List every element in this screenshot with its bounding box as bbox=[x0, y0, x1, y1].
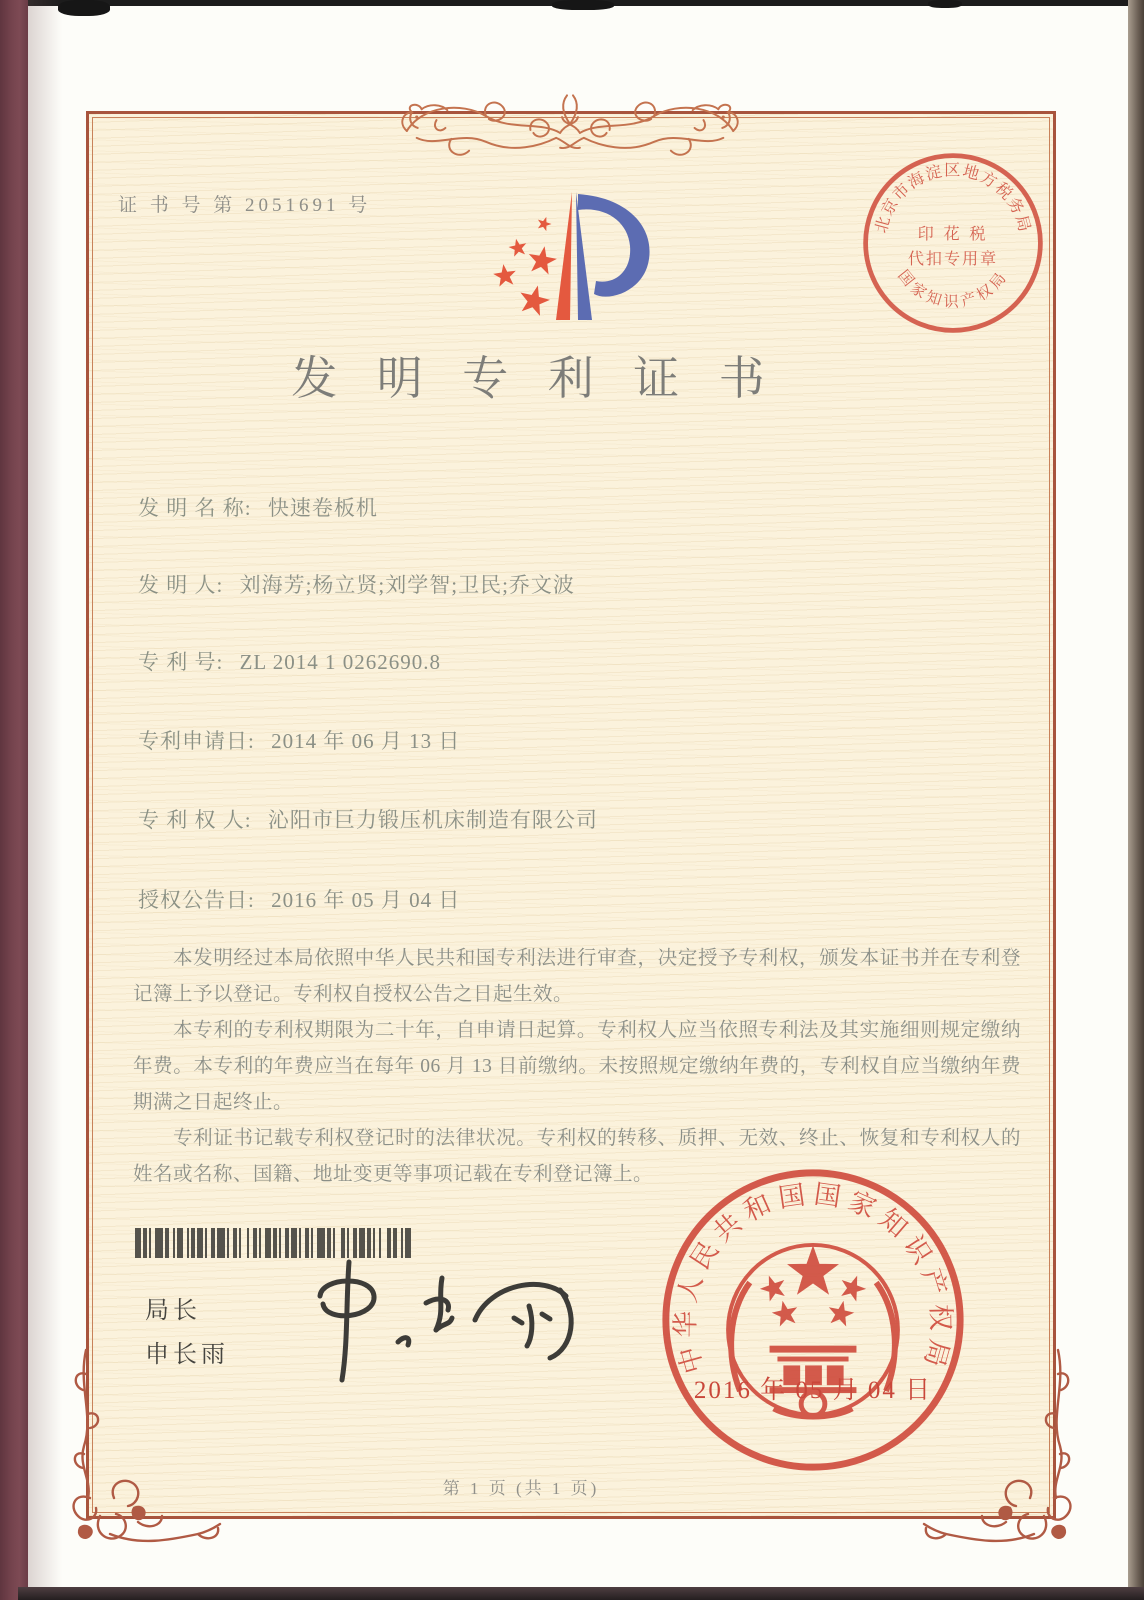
field-value: 快速卷板机 bbox=[267, 496, 378, 520]
stamp-small-arc-top: 北京市海淀区地方税务局 bbox=[873, 162, 1033, 235]
logo-p-curve bbox=[578, 194, 650, 297]
stamp-large-arc-text: 中华人民共和国国家知识产权局 bbox=[670, 1178, 956, 1377]
field-value: 沁阳市巨力锻压机床制造有限公司 bbox=[267, 808, 598, 832]
field-row-patentee bbox=[138, 804, 998, 834]
stamp-small-arc-bottom: 国家知识产权局 bbox=[894, 267, 1012, 311]
signer-name: 申长雨 bbox=[145, 1341, 229, 1368]
field-row-invention-name bbox=[138, 492, 998, 522]
certificate-title: 发 明 专 利 证 书 bbox=[291, 353, 779, 404]
body-paragraph: 专利证书记载专利权登记时的法律状况。专利权的转移、质押、无效、终止、恢复和专利权人的姓名或名称、国籍、地址变更等事项记载在专利登记簿上。 bbox=[133, 1128, 1021, 1185]
page-curve-shadow bbox=[28, 0, 62, 1600]
page-right-edge bbox=[1128, 0, 1144, 1600]
logo-triangle-red bbox=[556, 192, 572, 320]
scan-artifact bbox=[552, 0, 614, 10]
logo-triangle-blue bbox=[576, 192, 592, 320]
sipo-seal bbox=[655, 1162, 971, 1478]
field-value: 2014 年 06 月 13 日 bbox=[271, 729, 461, 753]
field-label: 专利申请日: bbox=[138, 729, 255, 753]
scan-artifact bbox=[928, 0, 962, 8]
book-spine bbox=[0, 0, 28, 1600]
field-row-grant-date bbox=[138, 884, 998, 914]
field-label: 专 利 号: bbox=[138, 650, 224, 674]
field-row-filing-date bbox=[138, 725, 998, 755]
signature-icon bbox=[292, 1248, 592, 1388]
page-footer: 第 1 页 (共 1 页) bbox=[442, 1479, 600, 1498]
field-value: 2016 年 05 月 04 日 bbox=[271, 888, 461, 912]
seal-date: 2016 年 05 月 04 日 bbox=[693, 1377, 933, 1404]
sipo-logo-icon bbox=[448, 182, 682, 332]
field-row-inventors bbox=[138, 569, 998, 599]
stamp-small-center-line1: 印 花 税 bbox=[917, 226, 989, 244]
field-value: ZL 2014 1 0262690.8 bbox=[239, 650, 441, 674]
field-label: 专 利 权 人: bbox=[138, 808, 252, 832]
field-label: 授权公告日: bbox=[138, 888, 255, 912]
stamp-small-center-line2: 代扣专用章 bbox=[907, 250, 999, 268]
field-row-patent-number bbox=[138, 646, 998, 676]
field-label: 发 明 名 称: bbox=[138, 496, 252, 520]
svg-text:国家知识产权局 bbox=[894, 267, 1012, 310]
legal-text-block bbox=[133, 941, 1021, 1193]
tax-stamp-seal bbox=[858, 148, 1048, 338]
logo-stars bbox=[492, 215, 559, 318]
signer-title: 局长 bbox=[145, 1297, 201, 1324]
field-value: 刘海芳;杨立贤;刘学智;卫民;乔文波 bbox=[239, 573, 575, 597]
svg-text:北京市海淀区地方税务局 bbox=[872, 161, 1034, 235]
scan-artifact bbox=[58, 0, 110, 16]
page-bottom-edge bbox=[18, 1587, 1144, 1600]
body-paragraph: 本发明经过本局依照中华人民共和国专利法进行审查，决定授予专利权，颁发本证书并在专利登记簿上予以登记。专利权自授权公告之日起生效。 bbox=[133, 948, 1021, 1005]
field-label: 发 明 人: bbox=[138, 573, 224, 597]
body-paragraph: 本专利的专利权期限为二十年，自申请日起算。专利权人应当依照专利法及其实施细则规定缴纳年费。本专利的年费应当在每年 06 月 13 日前缴纳。未按照规定缴纳年费的，专利权自应当缴纳年费期满之日起终止。 bbox=[133, 1020, 1021, 1113]
certificate-number: 证 书 号 第 2051691 号 bbox=[118, 195, 372, 216]
